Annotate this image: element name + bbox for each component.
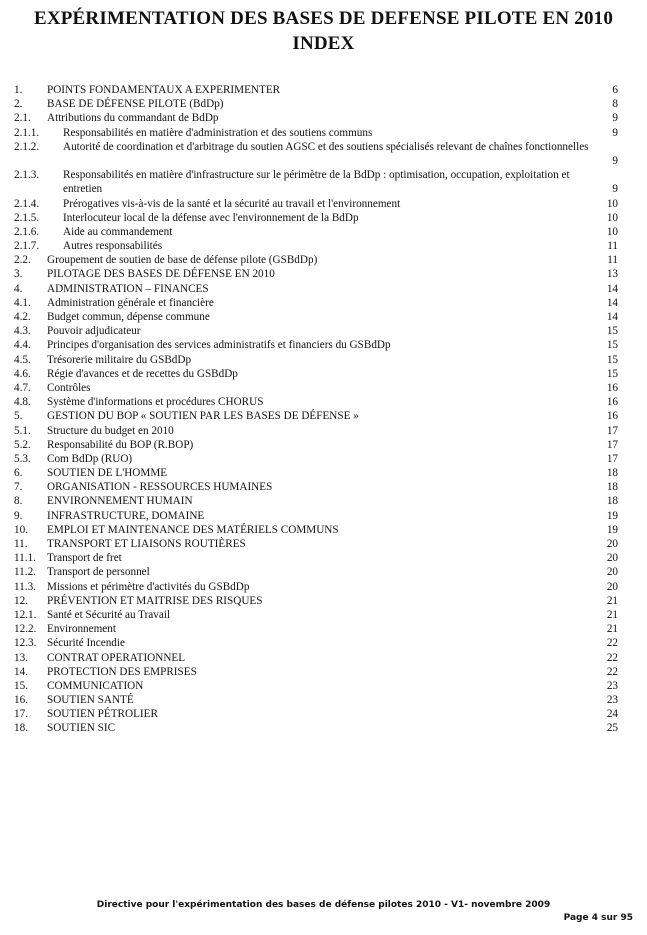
toc-entry[interactable] bbox=[14, 622, 618, 636]
toc-entry-title: INFRASTRUCTURE, DOMAINE bbox=[47, 509, 205, 522]
toc-entry-page: 11 bbox=[607, 240, 618, 253]
toc-entry-page: 16 bbox=[606, 410, 618, 423]
toc-entry[interactable] bbox=[14, 367, 618, 381]
toc-entry-title: POINTS FONDAMENTAUX A EXPERIMENTER bbox=[47, 84, 281, 96]
toc-entry-number: 2.1. bbox=[14, 112, 31, 125]
toc-entry[interactable] bbox=[14, 97, 618, 111]
toc-entry[interactable] bbox=[14, 111, 618, 125]
toc-entry-number: 6. bbox=[14, 467, 23, 480]
toc-entry-page: 9 bbox=[612, 183, 618, 196]
toc-entry-title: Principes d'organisation des services administratifs et financiers du GSBdDp bbox=[47, 339, 391, 352]
toc-entry-page: 15 bbox=[606, 367, 618, 380]
toc-entry-title: GESTION DU BOP « SOUTIEN PAR LES BASES DE DÉFENSE » bbox=[47, 410, 359, 423]
toc-entry-page: 17 bbox=[606, 452, 618, 465]
toc-entry-page: 15 bbox=[606, 325, 618, 338]
toc-entry-page: 11 bbox=[607, 254, 618, 267]
toc-entry-number: 10. bbox=[14, 523, 28, 536]
toc-entry-title: PILOTAGE DES BASES DE DÉFENSE EN 2010 bbox=[47, 268, 275, 281]
toc-entry[interactable] bbox=[14, 636, 618, 650]
document-title: EXPÉRIMENTATION DES BASES DE DEFENSE PILOTE EN 2010 bbox=[33, 8, 614, 29]
toc-entry-title: Système d'informations et procédures CHORUS bbox=[47, 396, 264, 409]
toc-entry-page: 23 bbox=[606, 694, 618, 707]
toc-entry-title: Transport de personnel bbox=[47, 566, 150, 579]
toc-entry[interactable] bbox=[14, 693, 618, 707]
toc-entry-title: BASE DE DÉFENSE PILOTE (BdDp) bbox=[47, 98, 224, 111]
toc-entry-page: 10 bbox=[606, 197, 618, 210]
toc-entry[interactable] bbox=[14, 537, 618, 551]
toc-entry-number: 5.3. bbox=[14, 452, 31, 465]
toc-entry-number: 2.1.2. bbox=[14, 140, 40, 153]
toc-entry-number: 2.1.4. bbox=[14, 197, 40, 210]
toc-entry-title: COMMUNICATION bbox=[47, 679, 144, 692]
toc-entry[interactable] bbox=[14, 225, 618, 239]
toc-entry-page: 14 bbox=[606, 282, 618, 295]
toc-entry-number: 11.1. bbox=[14, 552, 36, 565]
toc-entry-title: Groupement de soutien de base de défense pilote (GSBdDp) bbox=[47, 254, 318, 267]
toc-entry-title: Pouvoir adjudicateur bbox=[47, 325, 141, 338]
toc-entry-page: 19 bbox=[606, 523, 618, 536]
toc-entry-number: 2. bbox=[14, 98, 23, 111]
toc-entry-number: 11.3. bbox=[14, 580, 36, 593]
toc-entry[interactable] bbox=[14, 551, 618, 565]
toc-entry-title: Trésorerie militaire du GSBdDp bbox=[47, 353, 192, 366]
toc-entry[interactable] bbox=[14, 239, 618, 253]
toc-entry[interactable] bbox=[14, 721, 618, 735]
toc-entry[interactable] bbox=[14, 523, 618, 537]
toc-entry[interactable] bbox=[14, 494, 618, 508]
toc-entry[interactable] bbox=[14, 679, 618, 693]
toc-entry-number: 12.3. bbox=[14, 637, 37, 650]
toc-entry-page: 25 bbox=[606, 722, 618, 735]
toc-entry-number: 4. bbox=[14, 282, 23, 295]
toc-entry-page: 15 bbox=[606, 339, 618, 352]
toc-entry-title: Autres responsabilités bbox=[63, 240, 163, 253]
toc-entry-number: 2.1.5. bbox=[14, 211, 40, 224]
toc-entry-page: 9 bbox=[612, 112, 618, 125]
toc-entry-title: Responsabilité du BOP (R.BOP) bbox=[47, 438, 194, 451]
toc-entry-page: 21 bbox=[606, 594, 618, 607]
toc-entry-number: 2.2. bbox=[14, 254, 31, 267]
toc-entry-title: Budget commun, dépense commune bbox=[47, 311, 210, 324]
toc-entry[interactable] bbox=[14, 466, 618, 480]
toc-entry-number: 4.4. bbox=[14, 339, 31, 352]
toc-entry-page: 20 bbox=[606, 552, 618, 565]
toc-entry-page: 20 bbox=[606, 538, 618, 551]
toc-entry-title: ORGANISATION - RESSOURCES HUMAINES bbox=[47, 481, 273, 494]
toc-entry-title: TRANSPORT ET LIAISONS ROUTIÈRES bbox=[47, 538, 246, 551]
toc-entry[interactable] bbox=[14, 381, 618, 395]
toc-entry[interactable] bbox=[14, 594, 618, 608]
toc-entry[interactable] bbox=[14, 253, 618, 267]
toc-entry-number: 2.1.7. bbox=[14, 240, 40, 253]
toc-entry-page: 10 bbox=[606, 211, 618, 224]
toc-entry-title: SOUTIEN SANTÉ bbox=[47, 694, 134, 707]
toc-entry-title: ENVIRONNEMENT HUMAIN bbox=[47, 495, 193, 508]
toc-entry-number: 11. bbox=[14, 538, 28, 551]
toc-entry-page: 16 bbox=[606, 396, 618, 409]
toc-entry-number: 5.2. bbox=[14, 438, 31, 451]
toc-entry-number: 4.2. bbox=[14, 311, 31, 324]
toc-entry-number: 4.8. bbox=[14, 396, 31, 409]
table-of-contents bbox=[14, 83, 618, 736]
toc-entry-number: 7. bbox=[14, 481, 23, 494]
toc-entry-title: Prérogatives vis-à-vis de la santé et la sécurité au travail et l'environnement bbox=[63, 197, 401, 210]
footer-text: Directive pour l'expérimentation des bases de défense pilotes 2010 - V1- novembre 2009 bbox=[96, 900, 551, 910]
toc-entry-page: 18 bbox=[606, 481, 618, 494]
toc-entry-title: Contrôles bbox=[47, 381, 91, 394]
toc-entry-title: SOUTIEN SIC bbox=[47, 722, 116, 735]
toc-entry-title: ADMINISTRATION – FINANCES bbox=[47, 282, 209, 295]
toc-entry[interactable] bbox=[14, 267, 618, 281]
toc-entry[interactable] bbox=[14, 608, 618, 622]
toc-entry[interactable] bbox=[14, 140, 618, 168]
toc-entry-number: 18. bbox=[14, 722, 28, 735]
toc-entry-page: 21 bbox=[606, 623, 618, 636]
toc-entry[interactable] bbox=[14, 282, 618, 296]
page-number: Page 4 sur 95 bbox=[563, 913, 633, 923]
toc-entry-page: 22 bbox=[606, 637, 618, 650]
toc-entry-title: Transport de fret bbox=[47, 552, 122, 565]
toc-entry-number: 17. bbox=[14, 708, 28, 721]
toc-entry[interactable] bbox=[14, 83, 618, 97]
toc-entry-number: 9. bbox=[14, 509, 23, 522]
toc-entry[interactable] bbox=[14, 509, 618, 523]
toc-entry-page: 17 bbox=[606, 424, 618, 437]
toc-entry-title: Attributions du commandant de BdDp bbox=[47, 112, 219, 125]
toc-entry-page: 19 bbox=[606, 509, 618, 522]
toc-entry[interactable] bbox=[14, 353, 618, 367]
toc-entry-title: SOUTIEN DE L'HOMME bbox=[47, 467, 168, 480]
toc-entry-page: 18 bbox=[606, 467, 618, 480]
toc-entry-page: 18 bbox=[606, 495, 618, 508]
toc-entry-title: Autorité de coordination et d'arbitrage du soutien AGSC et des soutiens spécialisés relevant de chaînes fonctionnelles bbox=[63, 140, 589, 153]
toc-entry-page: 14 bbox=[606, 296, 618, 309]
index-heading: INDEX bbox=[292, 33, 355, 54]
toc-entry[interactable] bbox=[14, 665, 618, 679]
toc-entry[interactable] bbox=[14, 310, 618, 324]
toc-entry-title: Régie d'avances et de recettes du GSBdDp bbox=[47, 367, 238, 380]
toc-entry[interactable] bbox=[14, 565, 618, 579]
toc-entry-title: Environnement bbox=[47, 623, 116, 636]
toc-entry-title: EMPLOI ET MAINTENANCE DES MATÉRIELS COMMUNS bbox=[47, 523, 339, 536]
toc-entry-title: Administration générale et financière bbox=[47, 296, 214, 309]
toc-entry-page: 9 bbox=[612, 154, 618, 167]
toc-entry-title: Aide au commandement bbox=[63, 225, 173, 238]
toc-entry-title: CONTRAT OPERATIONNEL bbox=[47, 651, 186, 664]
toc-entry-page: 17 bbox=[606, 438, 618, 451]
toc-entry-page: 10 bbox=[606, 225, 618, 238]
toc-entry[interactable] bbox=[14, 126, 618, 140]
toc-entry[interactable] bbox=[14, 452, 618, 466]
toc-entry[interactable] bbox=[14, 651, 618, 665]
toc-entry[interactable] bbox=[14, 211, 618, 225]
toc-entry-page: 23 bbox=[606, 679, 618, 692]
toc-entry-number: 4.6. bbox=[14, 367, 31, 380]
toc-entry-number: 2.1.6. bbox=[14, 225, 40, 238]
toc-entry-number: 3. bbox=[14, 268, 23, 281]
toc-entry[interactable] bbox=[14, 395, 618, 409]
toc-entry-page: 14 bbox=[606, 311, 618, 324]
toc-entry-number: 16. bbox=[14, 694, 28, 707]
toc-entry-page: 20 bbox=[606, 566, 618, 579]
toc-entry-page: 16 bbox=[606, 381, 618, 394]
toc-entry-number: 4.7. bbox=[14, 381, 31, 394]
toc-entry-page: 6 bbox=[612, 84, 618, 96]
toc-entry-number: 11.2. bbox=[14, 566, 36, 579]
toc-entry-page: 15 bbox=[606, 353, 618, 366]
toc-entry-page: 21 bbox=[606, 608, 618, 621]
toc-entry-title: Responsabilités en matière d'infrastructure sur le périmètre de la BdDp : optimisation, occupation, exploitation et entretien bbox=[63, 169, 570, 196]
toc-entry-page: 24 bbox=[606, 708, 618, 721]
toc-entry-number: 1. bbox=[14, 84, 23, 96]
toc-entry-number: 12. bbox=[14, 594, 28, 607]
toc-entry[interactable] bbox=[14, 424, 618, 438]
toc-entry[interactable] bbox=[14, 580, 618, 594]
toc-entry-number: 4.5. bbox=[14, 353, 31, 366]
toc-entry[interactable] bbox=[14, 480, 618, 494]
toc-entry-title: Missions et périmètre d'activités du GSBdDp bbox=[47, 580, 250, 593]
toc-entry-title: Interlocuteur local de la défense avec l'environnement de la BdDp bbox=[63, 211, 359, 224]
toc-entry-title: Responsabilités en matière d'administration et des soutiens communs bbox=[63, 126, 373, 139]
toc-entry-title: Sécurité Incendie bbox=[47, 637, 125, 650]
toc-entry-number: 2.1.1. bbox=[14, 126, 40, 139]
toc-entry-number: 4.3. bbox=[14, 325, 31, 338]
toc-entry-page: 22 bbox=[606, 665, 618, 678]
toc-entry-number: 12.2. bbox=[14, 623, 37, 636]
toc-entry-number: 5.1. bbox=[14, 424, 31, 437]
toc-entry[interactable] bbox=[14, 438, 618, 452]
toc-entry-title: PROTECTION DES EMPRISES bbox=[47, 665, 197, 678]
toc-entry[interactable] bbox=[14, 324, 618, 338]
toc-entry-title: Santé et Sécurité au Travail bbox=[47, 608, 171, 621]
toc-entry-number: 15. bbox=[14, 679, 28, 692]
toc-entry-page: 9 bbox=[612, 126, 618, 139]
toc-entry[interactable] bbox=[14, 338, 618, 352]
toc-entry-title: Structure du budget en 2010 bbox=[47, 424, 174, 437]
toc-entry-page: 22 bbox=[606, 651, 618, 664]
toc-entry-number: 4.1. bbox=[14, 296, 31, 309]
toc-entry[interactable] bbox=[14, 707, 618, 721]
toc-entry-title: Com BdDp (RUO) bbox=[47, 452, 133, 465]
toc-entry[interactable] bbox=[14, 197, 618, 211]
toc-entry[interactable] bbox=[14, 409, 618, 423]
toc-entry-page: 13 bbox=[606, 268, 618, 281]
toc-entry-number: 2.1.3. bbox=[14, 169, 40, 182]
toc-entry-number: 5. bbox=[14, 410, 23, 423]
toc-entry-page: 20 bbox=[606, 580, 618, 593]
toc-entry[interactable] bbox=[14, 168, 618, 196]
toc-entry-title: PRÉVENTION ET MAITRISE DES RISQUES bbox=[47, 594, 263, 607]
toc-entry-number: 8. bbox=[14, 495, 23, 508]
toc-entry-page: 8 bbox=[612, 98, 618, 111]
toc-entry-number: 14. bbox=[14, 665, 28, 678]
toc-entry[interactable] bbox=[14, 296, 618, 310]
toc-entry-number: 13. bbox=[14, 651, 28, 664]
toc-entry-title: SOUTIEN PÉTROLIER bbox=[47, 708, 158, 721]
toc-entry-number: 12.1. bbox=[14, 608, 37, 621]
